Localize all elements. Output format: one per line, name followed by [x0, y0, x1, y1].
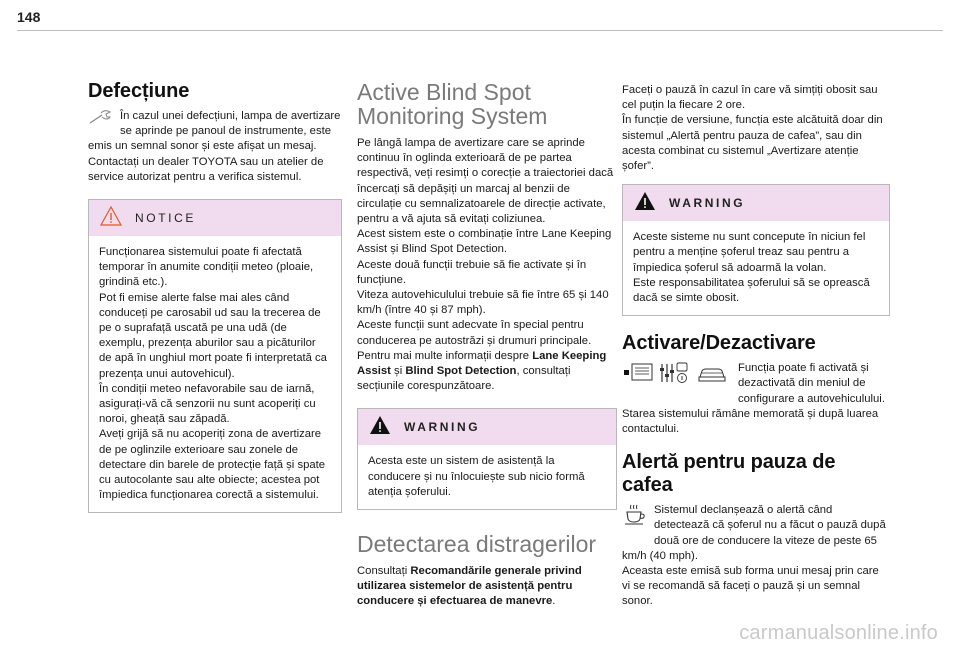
- notice-header: [89, 200, 341, 236]
- warning-triangle-icon: [633, 190, 657, 217]
- notice-body: [89, 236, 341, 512]
- notice-box: [88, 199, 342, 513]
- abs-text-6-mid: și: [390, 365, 406, 378]
- coffee-cup-icon: [622, 503, 648, 532]
- warning-header-1: [358, 409, 616, 445]
- warning-body-2: [623, 221, 889, 315]
- settings-sliders-icon: [660, 363, 687, 383]
- warning2-text-2: Este responsabilitatea șoferului să se oprească dacă se simte obosit.: [633, 276, 870, 305]
- warning-body-1: [358, 445, 616, 509]
- abs-text-1: Pe lângă lampa de avertizare care se aprinde continuu în oglinda exterioară de pe partea respectivă, veți resimți o corecție a traiectoriei dacă încercați să depășiți un marcaj al benzii de circulație cu semnalizatoarele de direcție activate, pentru a vă ajuta să evitați coliziunea.: [357, 137, 614, 226]
- notice-title: NOTICE: [135, 211, 196, 226]
- activation-paragraph: [622, 361, 890, 437]
- notice-text-3: În condiții meteo nefavorabile sau de iarnă, asigurați-vă că senzorii nu sunt acoperiți cu noroi, gheață sau zăpadă.: [99, 382, 316, 426]
- warning-triangle-icon: [368, 414, 392, 441]
- defect-text-2: Contactați un dealer TOYOTA sau un atelier de service autorizat pentru a verifica sistemul.: [88, 155, 324, 183]
- top-divider: [17, 30, 943, 31]
- distraction-text-post: .: [552, 595, 556, 608]
- warning2-text-1: Aceste sisteme nu sunt concepute în niciun fel pentru a menține șoferul treaz sau pentru a împiedica șoferul să adoarmă la volan.: [633, 231, 866, 274]
- distraction-text: [357, 564, 617, 610]
- heading-active-blind-spot: Active Blind Spot Monitoring System: [357, 79, 548, 129]
- warning-box-1: [357, 408, 617, 510]
- caution-triangle-icon: [99, 205, 123, 232]
- wrench-icon: [88, 109, 114, 130]
- general-recommendations-ref: Recomandările generale privind utilizarea sistemelor de asistență pentru conducere și efectuarea de manevre: [357, 565, 582, 608]
- column-3: [622, 83, 890, 610]
- column-2: [357, 80, 617, 610]
- settings-icons-group: [622, 361, 732, 390]
- warning-title-1: WARNING: [404, 420, 481, 435]
- heading-alerta-pauza: Alertă pentru pauza de cafea: [622, 451, 836, 497]
- break-text-2: În funcție de versiune, funcția este alcătuită doar din sistemul „Alertă pentru pauza de cafea”, sau din acesta combinat cu sistemul „Avertizare atenție șofer”.: [622, 114, 883, 173]
- coffee-text-2: Aceasta este emisă sub forma unui mesaj prin care vi se recomandă să faceți o pauză și un semnal sonor.: [622, 565, 879, 608]
- abs-text-6-post: , consultați secțiunile corespunzătoare.: [357, 365, 571, 393]
- notice-text-1: Funcționarea sistemului poate fi afectată temporar în anumite condiții meteo (ploaie, grindină etc.).: [99, 246, 314, 289]
- abs-text-5: Aceste funcții sunt adecvate în special pentru conducerea pe autostrăzi și drumuri principale.: [357, 319, 592, 347]
- warning-box-2: [622, 184, 890, 316]
- car-icon: [699, 369, 725, 381]
- heading-detectarea-distragerilor: Detectarea distragerilor: [357, 531, 597, 558]
- activation-text-1: Funcția poate fi activată și dezactivată din meniul de configurare a autovehiculului.: [738, 362, 885, 405]
- footer-watermark: carmanualsonline.info: [739, 622, 938, 644]
- coffee-paragraph: [622, 503, 890, 609]
- abs-text-6: [357, 349, 617, 395]
- page-number: 148: [17, 9, 41, 25]
- warning-text-1: Acesta este un sistem de asistență la conducere și nu înlocuiește sub nicio formă atenția șoferului.: [368, 455, 585, 498]
- defect-text-1: În cazul unei defecțiuni, lampa de avertizare se aprinde pe panoul de instrumente, este emis un semnal sonor și este afișat un mesaj.: [88, 110, 341, 153]
- column-1: [88, 80, 342, 513]
- activation-text-2: Starea sistemului rămâne memorată și după luarea contactului.: [622, 407, 879, 436]
- abs-text-4: Viteza autovehiculului trebuie să fie între 65 și 140 km/h (între 40 și 87 mph).: [357, 289, 609, 317]
- distraction-text-pre: Consultați: [357, 565, 411, 578]
- blind-spot-detection-ref: Blind Spot Detection: [405, 365, 517, 378]
- abs-text-2: Acest sistem este o combinație între Lane Keeping Assist și Blind Spot Detection.: [357, 228, 612, 256]
- break-text-1: Faceți o pauză în cazul în care vă simțiți obosit sau cel puțin la fiecare 2 ore.: [622, 84, 878, 112]
- heading-activare-dezactivare: Activare/Dezactivare: [622, 332, 816, 355]
- abs-text-6-pre: Pentru mai multe informații despre: [357, 349, 533, 362]
- heading-defectiune: Defecțiune: [88, 80, 190, 102]
- warning-header-2: [623, 185, 889, 221]
- warning-title-2: WARNING: [669, 196, 746, 211]
- notice-text-2: Pot fi emise alerte false mai ales când conduceți pe carosabil ud sau la trecerea de pe o suprafață uscată pe una udă (de exemplu, prezența aburilor sau a picăturilor de apă în unghiul mort poate fi interpretată ca prezența unui autovehicul).: [99, 291, 327, 380]
- abs-text-3: Aceste două funcții trebuie să fie activate și în funcțiune.: [357, 258, 587, 286]
- coffee-text-1: Sistemul declanșează o alertă când detectează că șoferul nu a făcut o pauză după două ore de conducere la viteze de peste 65 km/h (40 mph).: [622, 504, 886, 562]
- screen-icon: [624, 364, 652, 380]
- defect-paragraph: [88, 109, 342, 185]
- lane-keeping-assist-ref: Lane Keeping Assist: [357, 349, 607, 378]
- notice-text-4: Aveți grijă să nu acoperiți zona de avertizare de pe oglinzile exterioare sau zonele de detectare din barele de protecție față și spate cu autocolante sau alte obiecte; acestea pot împiedica funcționarea corectă a sistemului.: [99, 428, 326, 502]
